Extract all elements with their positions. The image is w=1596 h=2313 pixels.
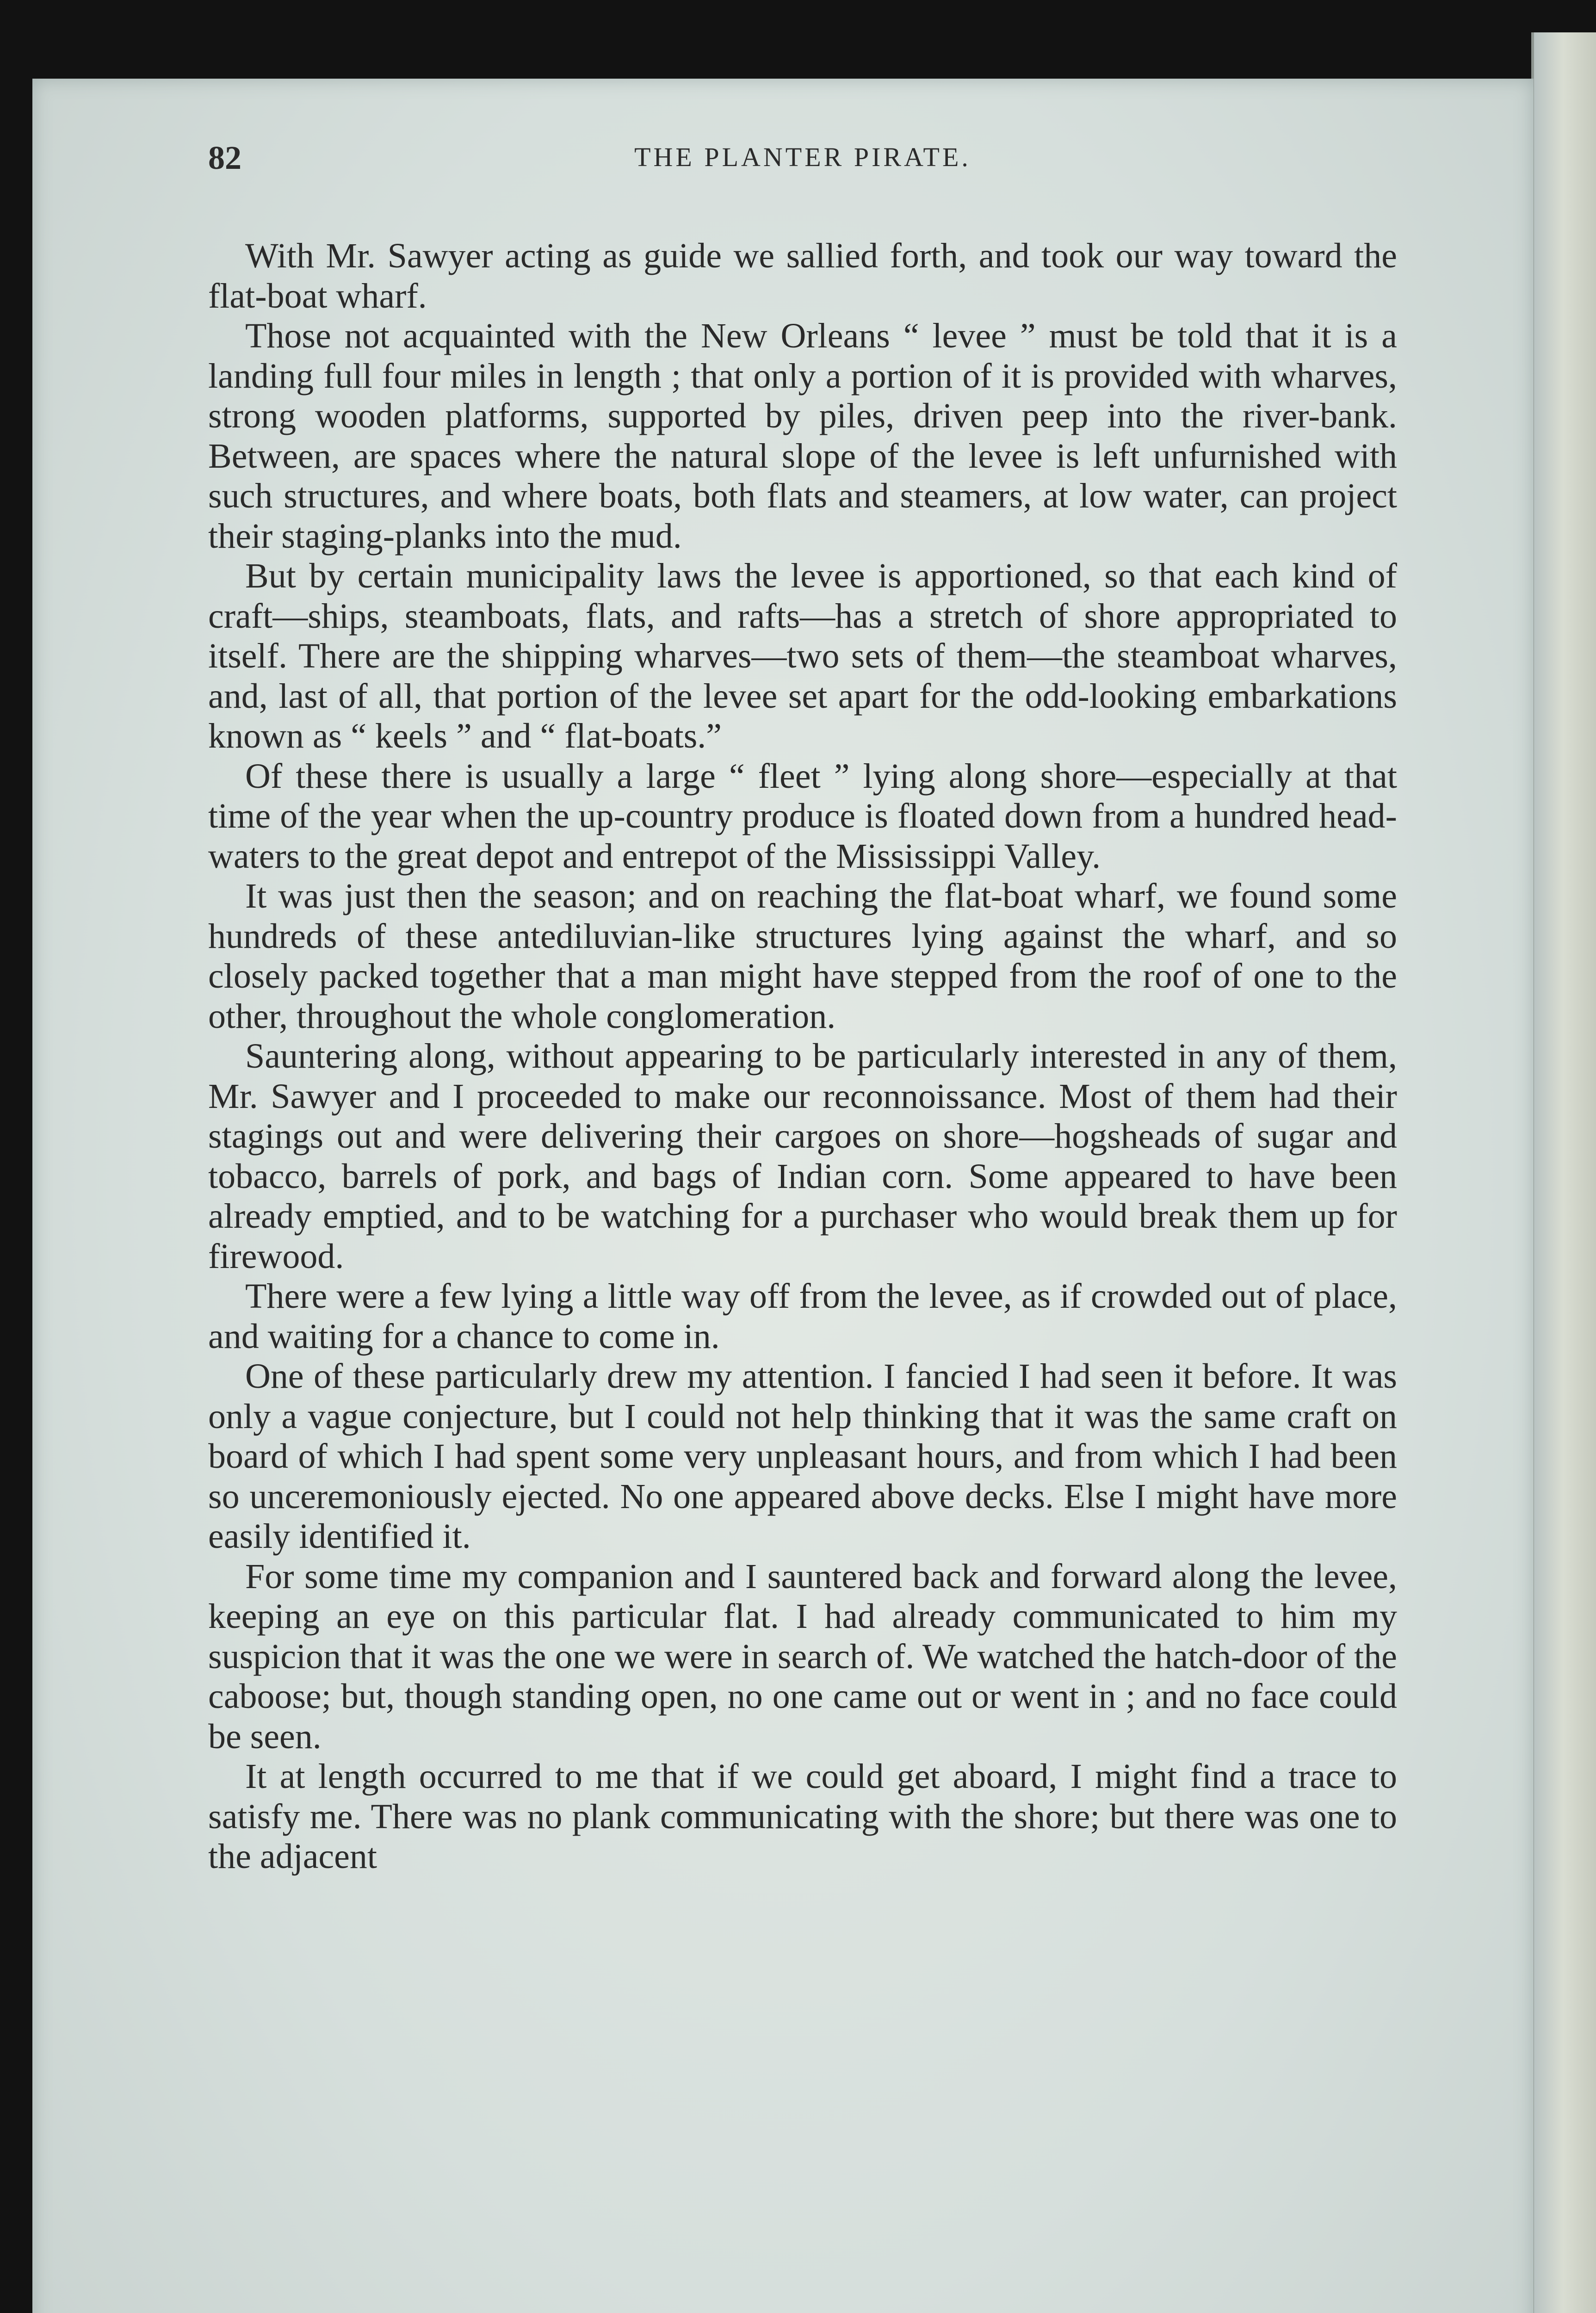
running-head: THE PLANTER PIRATE. <box>634 142 971 172</box>
body-text <box>208 236 1397 1877</box>
page-number: 82 <box>208 139 241 176</box>
paragraph: For some time my companion and I sauntered back and forward along the levee, keeping an eye on this particular flat. I had already communicated to him my suspicion that it was the one we were in search of. We watched the hatch-door of the caboose; but, though standing open, no one came out or went in ; and no face could be seen. <box>208 1557 1397 1756</box>
book-page <box>32 79 1534 2313</box>
paragraph: It was just then the season; and on reaching the flat-boat wharf, we found some hundreds of these antediluvian-like structures lying against the wharf, and so closely packed together that a man might have stepped from the roof of one to the other, throughout the whole conglomeration. <box>208 877 1397 1036</box>
page-header <box>208 139 1397 194</box>
paragraph: Those not acquainted with the New Orleans “ levee ” must be told that it is a landing full four miles in length ; that only a portion of it is provided with wharves, strong wooden platforms, supported by piles, driven peep into the river-bank. Between, are spaces where the natural slope of the levee is left unfurnished with such structures, and where boats, both flats and steamers, at low water, can project their staging-planks into the mud. <box>208 316 1397 556</box>
paragraph: Of these there is usually a large “ fleet ” lying along shore—especially at that time of the year when the up-country produce is floated down from a hundred head-waters to the great depot and entrepot of the Mississippi Valley. <box>208 756 1397 876</box>
paragraph: There were a few lying a little way off from the levee, as if crowded out of place, and waiting for a chance to come in. <box>208 1277 1397 1356</box>
paragraph: But by certain municipality laws the levee is apportioned, so that each kind of craft—ships, steamboats, flats, and rafts—has a stretch of shore appropriated to itself. There are the shipping wharves—two sets of them—the steamboat wharves, and, last of all, that portion of the levee set apart for the odd-looking embarkations known as “ keels ” and “ flat-boats.” <box>208 557 1397 755</box>
paragraph: One of these particularly drew my attention. I fancied I had seen it before. It was only a vague conjecture, but I could not help thinking that it was the same craft on board of which I had spent some very unpleasant hours, and from which I had been so unceremoniously ejected. No one appeared above decks. Else I might have more easily identified it. <box>208 1357 1397 1556</box>
paragraph: Sauntering along, without appearing to be particularly interested in any of them, Mr. Sawyer and I proceeded to make our reconnoissance. Most of them had their stagings out and were delivering their cargoes on shore—hogsheads of sugar and tobacco, barrels of pork, and bags of Indian corn. Some appeared to have been already emptied, and to be watching for a purchaser who would break them up for firewood. <box>208 1037 1397 1276</box>
book-page-edge <box>1531 32 1596 2313</box>
paragraph: With Mr. Sawyer acting as guide we sallied forth, and took our way toward the flat-boat wharf. <box>208 236 1397 315</box>
paragraph: It at length occurred to me that if we could get aboard, I might find a trace to satisfy me. There was no plank communicating with the shore; but there was one to the adjacent <box>208 1757 1397 1876</box>
